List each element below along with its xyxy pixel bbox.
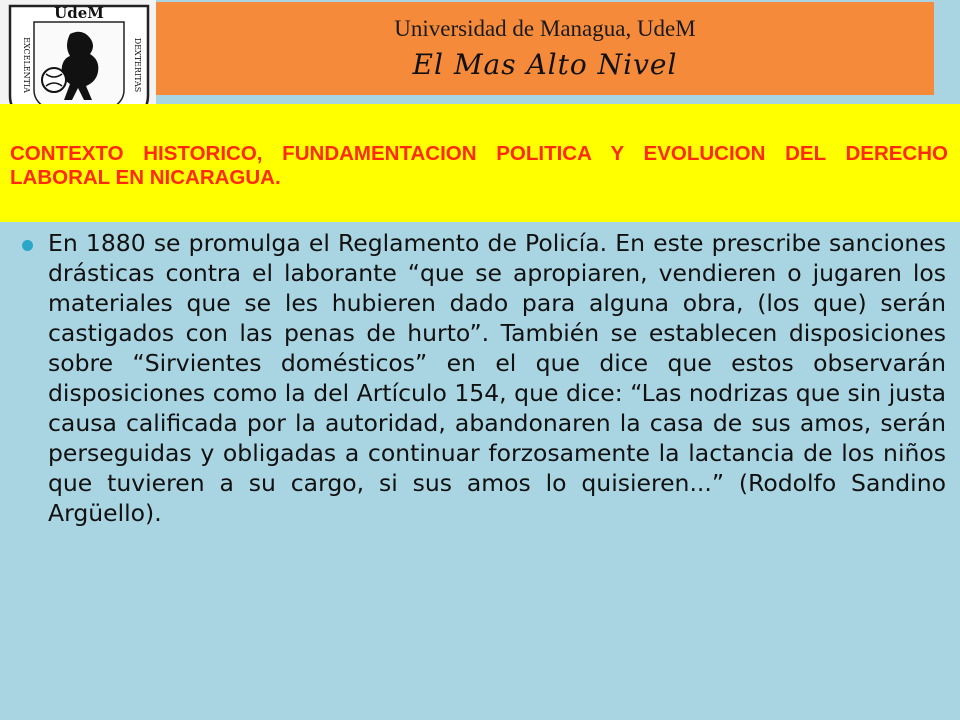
- logo-top-text: UdeM: [54, 4, 104, 22]
- heading-band: [0, 104, 960, 222]
- logo-left-text: EXCELENTIA: [22, 37, 31, 93]
- logo-right-text: DEXTERITAS: [133, 37, 142, 93]
- header-banner: [156, 2, 934, 95]
- slide-heading: CONTEXTO HISTORICO, FUNDAMENTACION POLITICA Y EVOLUCION DEL DERECHO LABORAL EN NICARAGUA.: [10, 142, 948, 189]
- body-paragraph: En 1880 se promulga el Reglamento de Policía. En este prescribe sanciones drásticas contra el laborante “que se apropiaren, vendieren o jugaren los materiales que se les hubieren dado para alguna obra, (los que) serán castigados con las penas de hurto”. También se establecen disposiciones sobre “Sirvientes domésticos” en el que dice que estos observarán disposiciones como la del Artículo 154, que dice: “Las nodrizas que sin justa causa calificada por la autoridad, abandonaren la casa de sus amos, serán perseguidas y obligadas a continuar forzosamente la lactancia de los niños que tuvieren a su cargo, si sus amos lo quisieren...” (Rodolfo Sandino Argüello).: [48, 229, 946, 527]
- university-title: Universidad de Managua, UdeM: [394, 16, 696, 41]
- bullet-icon: [22, 240, 33, 251]
- university-motto: El Mas Alto Nivel: [412, 48, 678, 81]
- slide-content: [22, 228, 946, 528]
